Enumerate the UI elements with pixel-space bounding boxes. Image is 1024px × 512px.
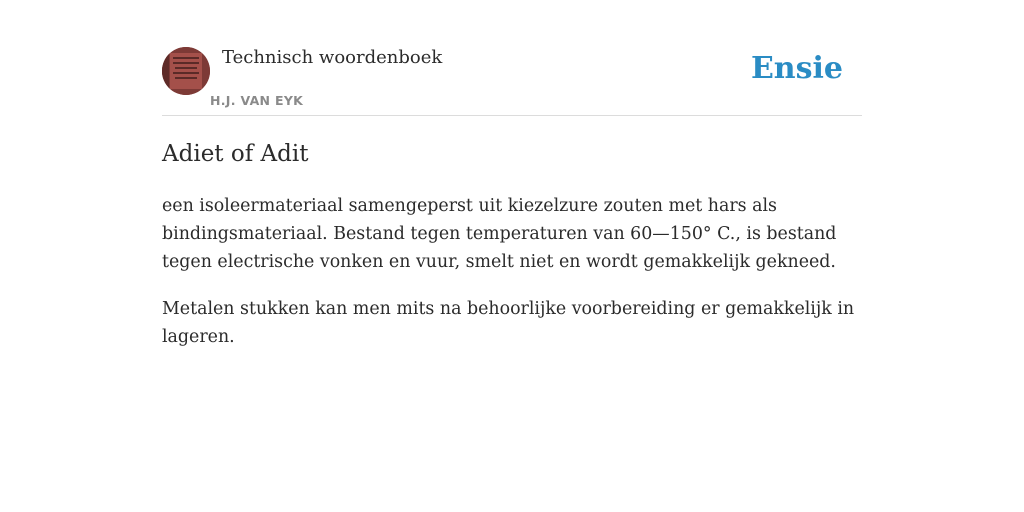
entry-paragraph: een isoleermateriaal samengeperst uit kiezelzure zouten met hars als bindingsmateriaal. Bestand tegen temperaturen van 60—150° C., is bestand tegen electrische vonken en vuur, smelt niet en wordt gemakkelijk gekneed. [162, 196, 837, 272]
entry-headword: Adiet of Adit [162, 141, 309, 167]
author-name[interactable]: H.J. VAN EYK [210, 93, 304, 108]
ensie-logo[interactable]: Ensie [750, 51, 843, 86]
book-cover-icon[interactable] [162, 47, 210, 95]
entry-body [162, 192, 862, 370]
header [162, 0, 862, 116]
page [162, 0, 862, 512]
book-title[interactable]: Technisch woordenboek [222, 47, 443, 68]
entry-paragraph: Metalen stukken kan men mits na behoorlijke voorbereiding er gemakkelijk in lageren. [162, 299, 855, 347]
